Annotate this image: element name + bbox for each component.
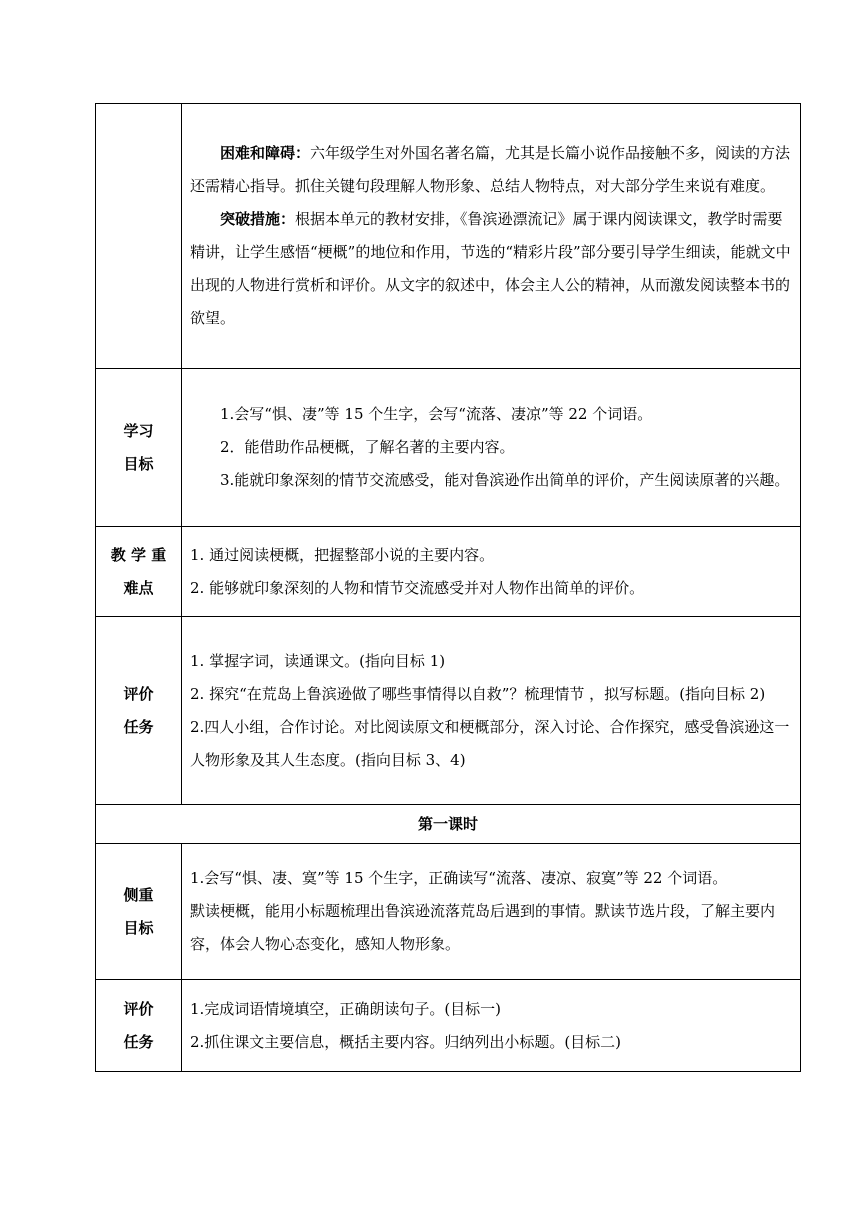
learning-goals-row: [96, 369, 801, 527]
difficulty-title: 困难和障碍：: [220, 144, 311, 162]
list-item: 2. 能够就印象深刻的人物和情节交流感受并对人物作出简单的评价。: [190, 578, 645, 597]
focus-goals-cell: [182, 844, 801, 980]
section-title: 第一课时: [96, 805, 801, 844]
evaluation2-row: [96, 980, 801, 1072]
difficulty-paragraph: [190, 137, 792, 203]
lesson-plan-table: [95, 103, 801, 1072]
list-item: 1. 掌握字词，读通课文。(指向目标 1): [190, 651, 446, 670]
list-item: 2.抓住课文主要信息，概括主要内容。归纳列出小标题。(目标二): [190, 1032, 622, 1051]
focus-goals-label: 侧重 目标: [96, 844, 182, 980]
difficulty-row: [96, 104, 801, 369]
list-item: 默读梗概，能用小标题梳理出鲁滨逊流落荒岛后遇到的事情。默读节选片段，了解主要内容，体会人物心态变化，感知人物形象。: [190, 902, 776, 953]
key-points-row: [96, 527, 801, 617]
list-item: 3.能就印象深刻的情节交流感受，能对鲁滨逊作出简单的评价，产生阅读原著的兴趣。: [220, 471, 790, 489]
key-points-label: 教 学 重 难点: [96, 527, 182, 617]
learning-goals-cell: [182, 369, 801, 527]
difficulty-text: 六年级学生对外国名著名篇，尤其是长篇小说作品接触不多，阅读的方法还需精心指导。抓住关键句段理解人物形象、总结人物特点，对大部分学生来说有难度。: [190, 144, 791, 195]
list-item: 1. 通过阅读梗概，把握整部小说的主要内容。: [190, 545, 495, 564]
evaluation2-cell: [182, 980, 801, 1072]
list-item: 1.会写“惧、凄、寞”等 15 个生字，正确读写“流落、凄凉、寂寞”等 22 个词语。: [190, 869, 728, 887]
measures-title: 突破措施：: [220, 210, 296, 228]
evaluation-row: [96, 617, 801, 805]
section-row: [96, 805, 801, 844]
measures-text: 根据本单元的教材安排，《鲁滨逊漂流记》属于课内阅读课文，教学时需要精讲，让学生感悟“梗概”的地位和作用，节选的“精彩片段”部分要引导学生细读，能就文中出现的人物进行赏析和评价。从文字的叙述中，体会主人公的精神，从而激发阅读整本书的欲望。: [190, 210, 791, 327]
evaluation-cell: [182, 617, 801, 805]
evaluation2-label: 评价 任务: [96, 980, 182, 1072]
difficulty-cell: [182, 104, 801, 369]
key-points-cell: [182, 527, 801, 617]
list-item: 1.完成词语情境填空，正确朗读句子。(目标一): [190, 999, 502, 1018]
list-item: 1.会写“惧、凄”等 15 个生字，会写“流落、凄凉”等 22 个词语。: [220, 405, 653, 423]
measures-paragraph: [190, 203, 792, 335]
evaluation-label: 评价 任务: [96, 617, 182, 805]
learning-goals-label: 学习 目标: [96, 369, 182, 527]
list-item: 2．能借助作品梗概，了解名著的主要内容。: [220, 438, 515, 456]
focus-goals-row: [96, 844, 801, 980]
list-item: 2.四人小组，合作讨论。对比阅读原文和梗概部分，深入讨论、合作探究，感受鲁滨逊这一人物形象及其人生态度。(指向目标 3、4): [190, 717, 790, 769]
list-item: 2. 探究“在荒岛上鲁滨逊做了哪些事情得以自救”？梳理情节 ，拟写标题。(指向目标 2): [190, 684, 766, 703]
empty-label-cell: [96, 104, 182, 369]
